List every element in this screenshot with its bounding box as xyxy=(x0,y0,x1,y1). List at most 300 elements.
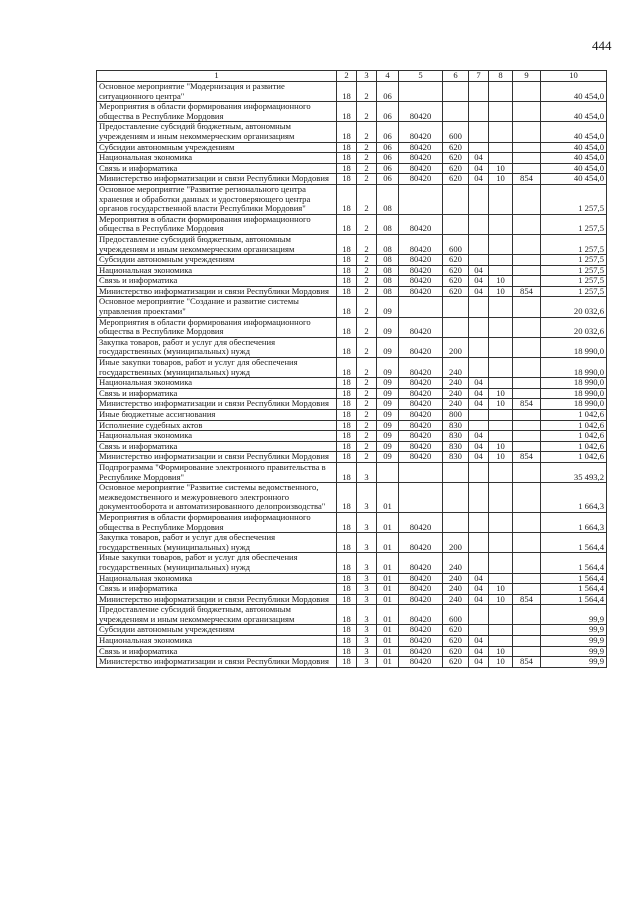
code-ministry: 18 xyxy=(337,265,357,276)
row-name: Подпрограмма "Формирование электронного правительства в Республике Мордовия" xyxy=(97,462,337,482)
code-program: 3 xyxy=(357,636,377,647)
col-header: 8 xyxy=(489,71,513,82)
code-ministry: 18 xyxy=(337,337,357,357)
table-row xyxy=(97,657,607,668)
code-ministry: 18 xyxy=(337,378,357,389)
section xyxy=(469,122,489,142)
row-name: Связь и информатика xyxy=(97,441,337,452)
code-program: 2 xyxy=(357,358,377,378)
subsection: 10 xyxy=(489,452,513,463)
amount: 1 564,4 xyxy=(541,533,607,553)
code-direction: 80420 xyxy=(399,276,443,287)
section xyxy=(469,184,489,214)
code-direction: 80420 xyxy=(399,317,443,337)
code-direction: 80420 xyxy=(399,573,443,584)
code-direction: 80420 xyxy=(399,358,443,378)
subsection xyxy=(489,410,513,421)
section xyxy=(469,82,489,102)
ministry-code xyxy=(513,337,541,357)
code-main-event: 06 xyxy=(377,122,399,142)
row-name: Мероприятия в области формирования информационного общества в Республике Мордовия xyxy=(97,317,337,337)
code-main-event: 09 xyxy=(377,410,399,421)
ministry-code xyxy=(513,142,541,153)
subsection: 10 xyxy=(489,441,513,452)
amount: 1 042,6 xyxy=(541,441,607,452)
code-direction: 80420 xyxy=(399,399,443,410)
table-body xyxy=(97,82,607,668)
subsection xyxy=(489,317,513,337)
section: 04 xyxy=(469,276,489,287)
code-direction: 80420 xyxy=(399,388,443,399)
ministry-code xyxy=(513,317,541,337)
code-direction: 80420 xyxy=(399,431,443,442)
code-direction: 80420 xyxy=(399,584,443,595)
amount: 1 664,3 xyxy=(541,483,607,513)
amount: 40 454,0 xyxy=(541,122,607,142)
code-ministry: 18 xyxy=(337,553,357,573)
code-program: 2 xyxy=(357,214,377,234)
row-name: Министерство информатизации и связи Республики Мордовия xyxy=(97,286,337,297)
subsection xyxy=(489,553,513,573)
ministry-code xyxy=(513,184,541,214)
code-ministry: 18 xyxy=(337,317,357,337)
ministry-code xyxy=(513,483,541,513)
code-ministry: 18 xyxy=(337,646,357,657)
ministry-code xyxy=(513,276,541,287)
code-direction xyxy=(399,297,443,317)
expense-type: 240 xyxy=(443,358,469,378)
code-direction: 80420 xyxy=(399,420,443,431)
section: 04 xyxy=(469,646,489,657)
section xyxy=(469,358,489,378)
code-program: 2 xyxy=(357,265,377,276)
code-direction: 80420 xyxy=(399,174,443,185)
code-direction xyxy=(399,82,443,102)
code-direction xyxy=(399,483,443,513)
budget-table xyxy=(96,70,607,668)
amount: 1 257,5 xyxy=(541,276,607,287)
code-main-event: 01 xyxy=(377,512,399,532)
section: 04 xyxy=(469,594,489,605)
code-ministry: 18 xyxy=(337,163,357,174)
code-program: 2 xyxy=(357,297,377,317)
table-row xyxy=(97,337,607,357)
code-program: 2 xyxy=(357,420,377,431)
row-name: Министерство информатизации и связи Республики Мордовия xyxy=(97,657,337,668)
row-name: Основное мероприятие "Развитие системы ведомственного, межведомственного и межуровневого электронного документооборота и автоматизированного делопроизводства" xyxy=(97,483,337,513)
subsection xyxy=(489,265,513,276)
code-main-event: 06 xyxy=(377,82,399,102)
subsection: 10 xyxy=(489,388,513,399)
amount: 40 454,0 xyxy=(541,174,607,185)
row-name: Субсидии автономным учреждениям xyxy=(97,625,337,636)
ministry-code: 854 xyxy=(513,286,541,297)
amount: 18 990,0 xyxy=(541,388,607,399)
code-program: 3 xyxy=(357,573,377,584)
expense-type: 830 xyxy=(443,441,469,452)
table-row xyxy=(97,153,607,164)
row-name: Национальная экономика xyxy=(97,378,337,389)
row-name: Связь и информатика xyxy=(97,388,337,399)
ministry-code xyxy=(513,410,541,421)
row-name: Иные закупки товаров, работ и услуг для обеспечения государственных (муниципальных) нужд xyxy=(97,553,337,573)
amount: 1 564,4 xyxy=(541,584,607,595)
code-ministry: 18 xyxy=(337,358,357,378)
code-ministry: 18 xyxy=(337,174,357,185)
expense-type: 240 xyxy=(443,584,469,595)
table-row xyxy=(97,276,607,287)
code-main-event: 09 xyxy=(377,420,399,431)
code-main-event: 08 xyxy=(377,214,399,234)
row-name: Связь и информатика xyxy=(97,276,337,287)
col-header: 7 xyxy=(469,71,489,82)
code-ministry: 18 xyxy=(337,153,357,164)
code-program: 3 xyxy=(357,483,377,513)
row-name: Министерство информатизации и связи Республики Мордовия xyxy=(97,399,337,410)
ministry-code xyxy=(513,297,541,317)
ministry-code: 854 xyxy=(513,452,541,463)
ministry-code xyxy=(513,533,541,553)
amount: 1 257,5 xyxy=(541,255,607,266)
code-program: 2 xyxy=(357,286,377,297)
ministry-code xyxy=(513,441,541,452)
ministry-code xyxy=(513,573,541,584)
ministry-code xyxy=(513,378,541,389)
amount: 99,9 xyxy=(541,636,607,647)
section: 04 xyxy=(469,388,489,399)
expense-type: 620 xyxy=(443,142,469,153)
expense-type: 620 xyxy=(443,255,469,266)
table-row xyxy=(97,317,607,337)
code-direction: 80420 xyxy=(399,441,443,452)
code-main-event: 08 xyxy=(377,234,399,254)
row-name: Основное мероприятие "Создание и развитие системы управления проектами" xyxy=(97,297,337,317)
code-ministry: 18 xyxy=(337,122,357,142)
amount: 99,9 xyxy=(541,625,607,636)
code-direction: 80420 xyxy=(399,153,443,164)
code-program: 3 xyxy=(357,605,377,625)
section: 04 xyxy=(469,399,489,410)
amount: 1 257,5 xyxy=(541,184,607,214)
expense-type: 240 xyxy=(443,378,469,389)
amount: 40 454,0 xyxy=(541,153,607,164)
code-direction: 80420 xyxy=(399,142,443,153)
ministry-code xyxy=(513,234,541,254)
code-ministry: 18 xyxy=(337,82,357,102)
subsection xyxy=(489,358,513,378)
amount: 20 032,6 xyxy=(541,317,607,337)
subsection xyxy=(489,625,513,636)
code-ministry: 18 xyxy=(337,214,357,234)
row-name: Субсидии автономным учреждениям xyxy=(97,255,337,266)
section: 04 xyxy=(469,163,489,174)
code-main-event: 01 xyxy=(377,594,399,605)
col-header: 2 xyxy=(337,71,357,82)
code-main-event: 09 xyxy=(377,297,399,317)
code-main-event: 08 xyxy=(377,286,399,297)
ministry-code xyxy=(513,584,541,595)
code-main-event: 01 xyxy=(377,646,399,657)
expense-type: 620 xyxy=(443,625,469,636)
code-program: 3 xyxy=(357,584,377,595)
col-header: 5 xyxy=(399,71,443,82)
table-row xyxy=(97,605,607,625)
table-row xyxy=(97,512,607,532)
code-program: 2 xyxy=(357,184,377,214)
code-ministry: 18 xyxy=(337,410,357,421)
ministry-code xyxy=(513,153,541,164)
code-main-event: 06 xyxy=(377,153,399,164)
code-program: 2 xyxy=(357,102,377,122)
code-main-event: 08 xyxy=(377,276,399,287)
col-header: 9 xyxy=(513,71,541,82)
code-main-event: 01 xyxy=(377,636,399,647)
subsection xyxy=(489,102,513,122)
table-row xyxy=(97,410,607,421)
code-main-event: 08 xyxy=(377,184,399,214)
col-header: 4 xyxy=(377,71,399,82)
expense-type xyxy=(443,184,469,214)
amount: 40 454,0 xyxy=(541,102,607,122)
code-main-event: 06 xyxy=(377,163,399,174)
code-program: 2 xyxy=(357,163,377,174)
table-row xyxy=(97,378,607,389)
ministry-code xyxy=(513,462,541,482)
code-program: 2 xyxy=(357,410,377,421)
expense-type: 240 xyxy=(443,399,469,410)
ministry-code xyxy=(513,431,541,442)
expense-type: 800 xyxy=(443,410,469,421)
expense-type: 200 xyxy=(443,337,469,357)
code-ministry: 18 xyxy=(337,276,357,287)
amount: 1 257,5 xyxy=(541,214,607,234)
subsection xyxy=(489,153,513,164)
section xyxy=(469,483,489,513)
table-row xyxy=(97,184,607,214)
code-main-event: 09 xyxy=(377,388,399,399)
code-main-event: 08 xyxy=(377,265,399,276)
amount: 1 564,4 xyxy=(541,553,607,573)
section: 04 xyxy=(469,452,489,463)
table-row xyxy=(97,122,607,142)
code-program: 2 xyxy=(357,378,377,389)
ministry-code xyxy=(513,625,541,636)
row-name: Исполнение судебных актов xyxy=(97,420,337,431)
code-direction: 80420 xyxy=(399,636,443,647)
code-program: 2 xyxy=(357,317,377,337)
section xyxy=(469,255,489,266)
code-program: 3 xyxy=(357,533,377,553)
section xyxy=(469,553,489,573)
code-ministry: 18 xyxy=(337,388,357,399)
code-main-event: 01 xyxy=(377,483,399,513)
section: 04 xyxy=(469,573,489,584)
code-program: 2 xyxy=(357,337,377,357)
code-direction: 80420 xyxy=(399,378,443,389)
row-name: Мероприятия в области формирования информационного общества в Республике Мордовия xyxy=(97,214,337,234)
section: 04 xyxy=(469,265,489,276)
row-name: Мероприятия в области формирования информационного общества в Республике Мордовия xyxy=(97,102,337,122)
amount: 18 990,0 xyxy=(541,337,607,357)
table-row xyxy=(97,163,607,174)
table-row xyxy=(97,553,607,573)
row-name: Национальная экономика xyxy=(97,431,337,442)
subsection: 10 xyxy=(489,594,513,605)
row-name: Национальная экономика xyxy=(97,573,337,584)
table-row xyxy=(97,265,607,276)
expense-type: 200 xyxy=(443,533,469,553)
code-ministry: 18 xyxy=(337,286,357,297)
code-main-event: 01 xyxy=(377,584,399,595)
expense-type: 620 xyxy=(443,174,469,185)
table-row xyxy=(97,625,607,636)
amount: 40 454,0 xyxy=(541,163,607,174)
code-direction: 80420 xyxy=(399,410,443,421)
section xyxy=(469,337,489,357)
ministry-code xyxy=(513,388,541,399)
code-ministry: 18 xyxy=(337,431,357,442)
subsection xyxy=(489,122,513,142)
code-program: 2 xyxy=(357,255,377,266)
section: 04 xyxy=(469,286,489,297)
code-program: 2 xyxy=(357,399,377,410)
code-main-event: 09 xyxy=(377,431,399,442)
amount: 1 664,3 xyxy=(541,512,607,532)
subsection xyxy=(489,184,513,214)
code-ministry: 18 xyxy=(337,462,357,482)
expense-type xyxy=(443,483,469,513)
code-main-event: 01 xyxy=(377,573,399,584)
ministry-code xyxy=(513,265,541,276)
code-direction xyxy=(399,184,443,214)
expense-type: 830 xyxy=(443,420,469,431)
code-direction: 80420 xyxy=(399,122,443,142)
amount: 1 042,6 xyxy=(541,420,607,431)
code-program: 2 xyxy=(357,441,377,452)
code-main-event: 09 xyxy=(377,317,399,337)
row-name: Национальная экономика xyxy=(97,153,337,164)
subsection xyxy=(489,431,513,442)
expense-type: 830 xyxy=(443,452,469,463)
table-row xyxy=(97,358,607,378)
code-program: 2 xyxy=(357,142,377,153)
subsection xyxy=(489,255,513,266)
expense-type xyxy=(443,317,469,337)
code-direction: 80420 xyxy=(399,646,443,657)
row-name: Связь и информатика xyxy=(97,646,337,657)
table-row xyxy=(97,142,607,153)
code-ministry: 18 xyxy=(337,573,357,584)
col-header: 3 xyxy=(357,71,377,82)
section xyxy=(469,533,489,553)
code-direction: 80420 xyxy=(399,594,443,605)
code-program: 2 xyxy=(357,388,377,399)
section xyxy=(469,605,489,625)
ministry-code xyxy=(513,358,541,378)
subsection: 10 xyxy=(489,163,513,174)
code-direction: 80420 xyxy=(399,234,443,254)
expense-type: 620 xyxy=(443,286,469,297)
expense-type xyxy=(443,82,469,102)
table-row xyxy=(97,431,607,442)
code-ministry: 18 xyxy=(337,512,357,532)
code-main-event: 01 xyxy=(377,605,399,625)
amount: 1 257,5 xyxy=(541,234,607,254)
code-main-event: 09 xyxy=(377,452,399,463)
code-main-event: 09 xyxy=(377,337,399,357)
col-header: 10 xyxy=(541,71,607,82)
code-direction: 80420 xyxy=(399,163,443,174)
expense-type xyxy=(443,297,469,317)
code-program: 3 xyxy=(357,657,377,668)
table-row xyxy=(97,584,607,595)
subsection xyxy=(489,234,513,254)
section: 04 xyxy=(469,657,489,668)
code-direction: 80420 xyxy=(399,214,443,234)
section xyxy=(469,297,489,317)
expense-type: 620 xyxy=(443,657,469,668)
amount: 20 032,6 xyxy=(541,297,607,317)
table-row xyxy=(97,452,607,463)
section xyxy=(469,410,489,421)
ministry-code xyxy=(513,512,541,532)
code-direction: 80420 xyxy=(399,255,443,266)
code-program: 2 xyxy=(357,452,377,463)
row-name: Основное мероприятие "Модернизация и развитие ситуационного центра" xyxy=(97,82,337,102)
code-main-event: 09 xyxy=(377,441,399,452)
code-ministry: 18 xyxy=(337,657,357,668)
row-name: Основное мероприятие "Развитие регионального центра хранения и обработки данных и удостоверяющего центра органов государственной власти Республики Мордовия" xyxy=(97,184,337,214)
section: 04 xyxy=(469,174,489,185)
expense-type xyxy=(443,462,469,482)
row-name: Закупка товаров, работ и услуг для обеспечения государственных (муниципальных) нужд xyxy=(97,337,337,357)
amount: 1 257,5 xyxy=(541,265,607,276)
amount: 35 493,2 xyxy=(541,462,607,482)
code-program: 3 xyxy=(357,625,377,636)
subsection: 10 xyxy=(489,286,513,297)
expense-type xyxy=(443,512,469,532)
code-main-event: 08 xyxy=(377,255,399,266)
subsection: 10 xyxy=(489,399,513,410)
code-direction: 80420 xyxy=(399,512,443,532)
ministry-code: 854 xyxy=(513,657,541,668)
amount: 99,9 xyxy=(541,605,607,625)
row-name: Национальная экономика xyxy=(97,636,337,647)
code-main-event: 09 xyxy=(377,378,399,389)
expense-type: 240 xyxy=(443,553,469,573)
expense-type: 240 xyxy=(443,594,469,605)
code-ministry: 18 xyxy=(337,420,357,431)
code-main-event: 09 xyxy=(377,399,399,410)
code-main-event: 01 xyxy=(377,657,399,668)
code-program: 2 xyxy=(357,122,377,142)
expense-type: 240 xyxy=(443,388,469,399)
code-direction xyxy=(399,462,443,482)
code-program: 3 xyxy=(357,594,377,605)
table-row xyxy=(97,297,607,317)
section xyxy=(469,420,489,431)
code-direction: 80420 xyxy=(399,337,443,357)
page-number: 444 xyxy=(592,38,612,53)
subsection xyxy=(489,462,513,482)
ministry-code xyxy=(513,646,541,657)
amount: 1 042,6 xyxy=(541,452,607,463)
code-direction: 80420 xyxy=(399,452,443,463)
subsection xyxy=(489,297,513,317)
table-row xyxy=(97,102,607,122)
section xyxy=(469,102,489,122)
amount: 1 564,4 xyxy=(541,594,607,605)
